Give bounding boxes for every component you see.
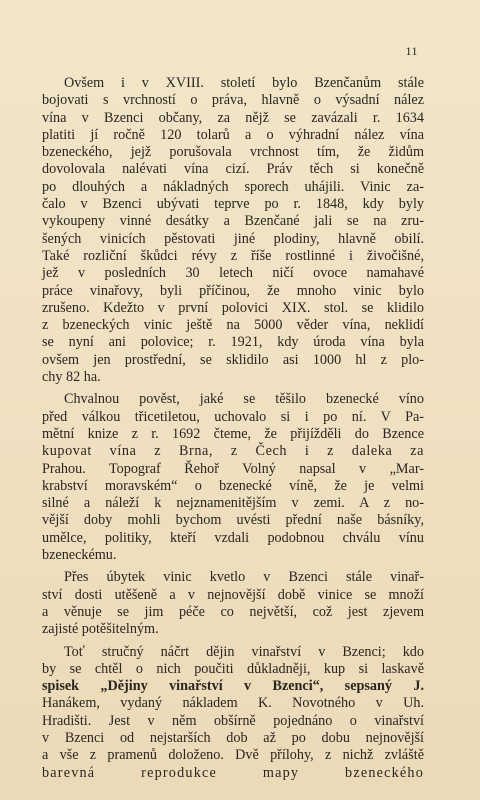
- text-line: zajisté potěšitelným.: [42, 621, 159, 638]
- paragraph-3: [42, 569, 424, 638]
- text-line: v Bzenci od nejstarších dob až po dobu nejnovější: [42, 729, 424, 746]
- text-line: Hanákem, vydaný nákladem K. Novotného v Uh.: [42, 695, 424, 712]
- text-line: čalo v Bzenci ubývati teprve po r. 1848, kdy byly: [42, 196, 424, 213]
- text-line: Prahou. Topograf Řehoř Volný napsal v „Mar-: [42, 460, 424, 477]
- text-line: bzeneckému.: [42, 547, 117, 564]
- text-line: vější doby mohli bychom uvésti přední naše básníky,: [42, 512, 424, 529]
- text-line: Přes úbytek vinic kvetlo v Bzenci stále vinař-: [64, 569, 424, 586]
- text-line: chy 82 ha.: [42, 369, 101, 386]
- text-line: vína v Bzenci občany, za nějž se zavázali r. 1634: [42, 109, 424, 126]
- body-text: [42, 75, 424, 782]
- text-line: bzeneckého, jejž porušovala vrchnost tím, že židům: [42, 144, 424, 161]
- paragraph-1: [42, 75, 424, 386]
- text-line: umělce, politiky, kteří vzdali podobnou chválu vínu: [42, 529, 424, 546]
- text-line: bojovati s vrchností o práva, hlavně o výsadní nález: [42, 92, 424, 109]
- text-line: se nyní ani polovice; r. 1921, kdy úroda vína byla: [42, 334, 424, 351]
- text-line: Toť stručný náčrt dějin vinařství v Bzenci; kdo: [64, 643, 424, 660]
- text-line: barevná reprodukce mapy bzeneckého: [42, 764, 424, 781]
- text-line: práce vinařovy, byli příčinou, že mnoho vinic bylo: [42, 282, 424, 299]
- text-line: a věnuje se jim péče co největší, což jest zjevem: [42, 603, 424, 620]
- text-line: Také rozliční škůdci révy z říše rostlinné i živočišné,: [42, 247, 424, 264]
- text-line: platiti jí ročně 120 tolarů a o výhradní nález vína: [42, 126, 424, 143]
- paragraph-4: [42, 644, 424, 782]
- text-line: před válkou třicetiletou, uchovalo si i po ní. V Pa-: [42, 408, 424, 425]
- text-line: šených vinicích pěstovati jiné plodiny, hlavně obilí.: [42, 230, 424, 247]
- text-line: kupovat vína z Brna, z Čech i z daleka za: [42, 443, 424, 460]
- text-line: Hradišti. Jest v něm obšírně pojednáno o vinařství: [42, 712, 424, 729]
- text-line: silné a náleží k nejznamenitějším v zemi. A z no-: [42, 495, 424, 512]
- text-line: mětní knize z r. 1692 čteme, že přijížděli do Bzence: [42, 425, 424, 442]
- text-line: zrušeno. Kdežto v první polovici XIX. stol. se klidilo: [42, 299, 424, 316]
- paragraph-2: [42, 391, 424, 564]
- text-line: ství dosti utěšeně a v nejnovější době vinice se množí: [42, 586, 424, 603]
- text-line: po dlouhých a nákladných sporech uhájili. Vinic za-: [42, 178, 424, 195]
- text-line: Chvalnou pověst, jaké se těšilo bzenecké víno: [64, 391, 424, 408]
- text-line: spisek „Dějiny vinařství v Bzenci“, sepsaný J.: [42, 678, 424, 695]
- text-line: vykoupeny vinné desátky a Bzenčané jali se na zru-: [42, 213, 424, 230]
- text-line: Ovšem i v XVIII. století bylo Bzenčanům stále: [64, 75, 424, 91]
- text-line: a vše z pramenů doloženo. Dvě přílohy, z nichž zvláště: [42, 747, 424, 764]
- text-line: dovolovala nalévati vína cizí. Práv těch si konečně: [42, 161, 424, 178]
- text-line: jež v posledních 30 letech ničí ovoce namahavé: [42, 265, 424, 282]
- text-line: ovšem jen prostřední, se sklidilo asi 1000 hl z plo-: [42, 351, 424, 368]
- text-line: krabství moravském“ o bzenecké víně, že je velmi: [42, 477, 424, 494]
- page-number: 11: [405, 44, 418, 58]
- text-line: by se chtěl o nich poučiti důkladněji, kup si laskavě: [42, 660, 424, 677]
- text-line: z bzeneckých vinic ještě na 5000 věder vína, neklidí: [42, 317, 424, 334]
